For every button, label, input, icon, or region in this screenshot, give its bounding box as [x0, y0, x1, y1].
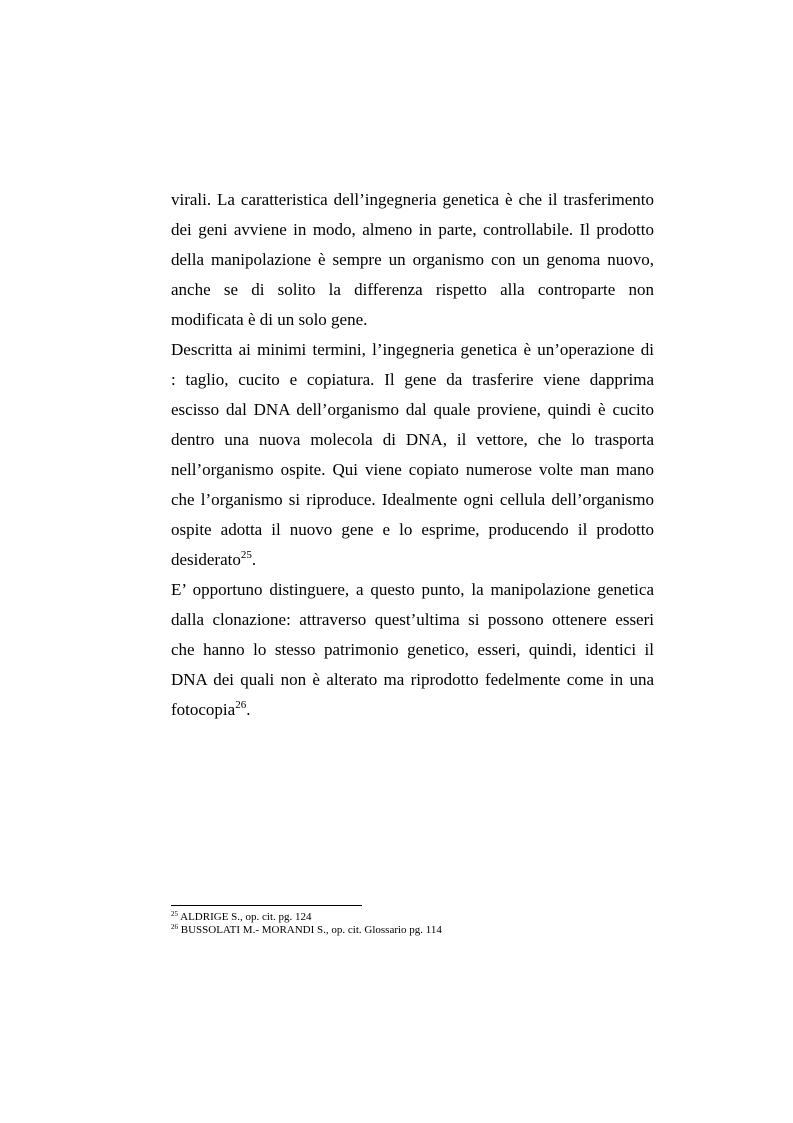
body-line: che l’organismo si riproduce. Idealmente ogni cellula dell’organismo [171, 490, 654, 509]
body-line: della manipolazione è sempre un organismo con un genoma nuovo, [171, 250, 654, 269]
body-line [171, 695, 654, 725]
body-line-punctuation: . [251, 550, 257, 569]
body-line: dentro una nuova molecola di DNA, il vettore, che lo trasporta [171, 430, 654, 449]
footnote [171, 924, 671, 937]
footnote-separator [171, 905, 362, 906]
body-line-text: fotocopia [171, 700, 236, 719]
body-line: ospite adotta il nuovo gene e lo esprime, producendo il prodotto [171, 520, 654, 539]
body-line: : taglio, cucito e copiatura. Il gene da trasferire viene dapprima [171, 370, 654, 389]
body-line: anche se di solito la differenza rispetto alla controparte non [171, 280, 654, 299]
footnote-text: BUSSOLATI M.- MORANDI S., op. cit. Glossario pg. 114 [178, 924, 442, 936]
body-line-punctuation: . [246, 700, 251, 719]
footnote-text: ALDRIGE S., op. cit. pg. 124 [178, 911, 312, 923]
body-line [171, 545, 654, 575]
footnote-reference[interactable]: 25 [240, 549, 252, 561]
footnote-reference[interactable]: 26 [235, 699, 247, 711]
footnotes [171, 911, 671, 937]
body-line-text: desiderato [171, 550, 241, 569]
body-line: nell’organismo ospite. Qui viene copiato numerose volte man mano [171, 460, 654, 479]
body-text [171, 185, 654, 725]
body-line: Descritta ai minimi termini, l’ingegneria genetica è un’operazione di [171, 340, 654, 359]
body-line: dei geni avviene in modo, almeno in parte, controllabile. Il prodotto [171, 220, 654, 239]
body-line: modificata è di un solo gene. [171, 310, 368, 329]
footnote-number: 25 [171, 910, 178, 918]
body-line: virali. La caratteristica dell’ingegneria genetica è che il trasferimento [171, 190, 654, 209]
footnote [171, 911, 671, 924]
body-line: dalla clonazione: attraverso quest’ultima si possono ottenere esseri [171, 610, 654, 629]
body-line: che hanno lo stesso patrimonio genetico, esseri, quindi, identici il [171, 640, 654, 659]
footnote-number: 26 [171, 923, 178, 931]
body-line: E’ opportuno distinguere, a questo punto, la manipolazione genetica [171, 580, 654, 599]
body-line: escisso dal DNA dell’organismo dal quale proviene, quindi è cucito [171, 400, 654, 419]
body-line: DNA dei quali non è alterato ma riprodotto fedelmente come in una [171, 670, 654, 689]
